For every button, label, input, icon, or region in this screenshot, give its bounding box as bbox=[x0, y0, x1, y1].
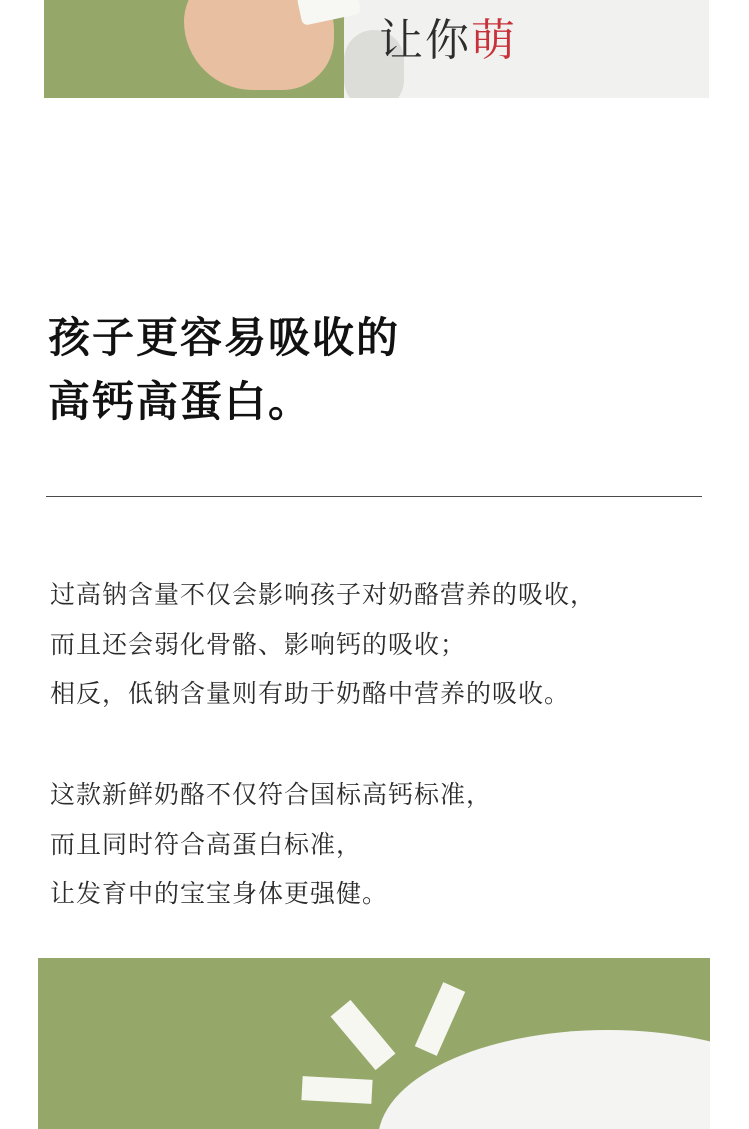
headline-line-1: 孩子更容易吸收的 bbox=[48, 313, 401, 362]
bottom-photo-band bbox=[38, 958, 710, 1129]
headline bbox=[48, 306, 668, 434]
paragraph-1-line-2: 而且还会弱化骨骼、影响钙的吸收； bbox=[50, 629, 467, 659]
paragraph-2-line-3: 让发育中的宝宝身体更强健。 bbox=[50, 879, 389, 908]
paragraph-calcium bbox=[50, 770, 710, 919]
top-photo-band bbox=[44, 0, 709, 98]
burst-stroke-icon bbox=[331, 1000, 396, 1070]
headline-line-2: 高钙高蛋白。 bbox=[48, 377, 313, 426]
paragraph-2-line-1: 这款新鲜奶酪不仅符合国标高钙标准， bbox=[50, 780, 493, 809]
section-divider bbox=[46, 496, 702, 497]
burst-stroke-icon bbox=[415, 982, 465, 1056]
paragraph-sodium bbox=[50, 570, 710, 719]
burst-stroke-icon bbox=[301, 1076, 372, 1104]
shirt-print-text bbox=[379, 4, 517, 68]
shirt-print-black: 让你 bbox=[379, 15, 471, 66]
paragraph-2-line-2: 而且同时符合高蛋白标准， bbox=[50, 829, 363, 859]
shirt-print-red: 萌 bbox=[471, 15, 517, 66]
paragraph-1-line-1: 过高钠含量不仅会影响孩子对奶酪营养的吸收， bbox=[50, 580, 597, 609]
paragraph-1-line-3: 相反，低钠含量则有助于奶酪中营养的吸收。 bbox=[50, 679, 571, 708]
